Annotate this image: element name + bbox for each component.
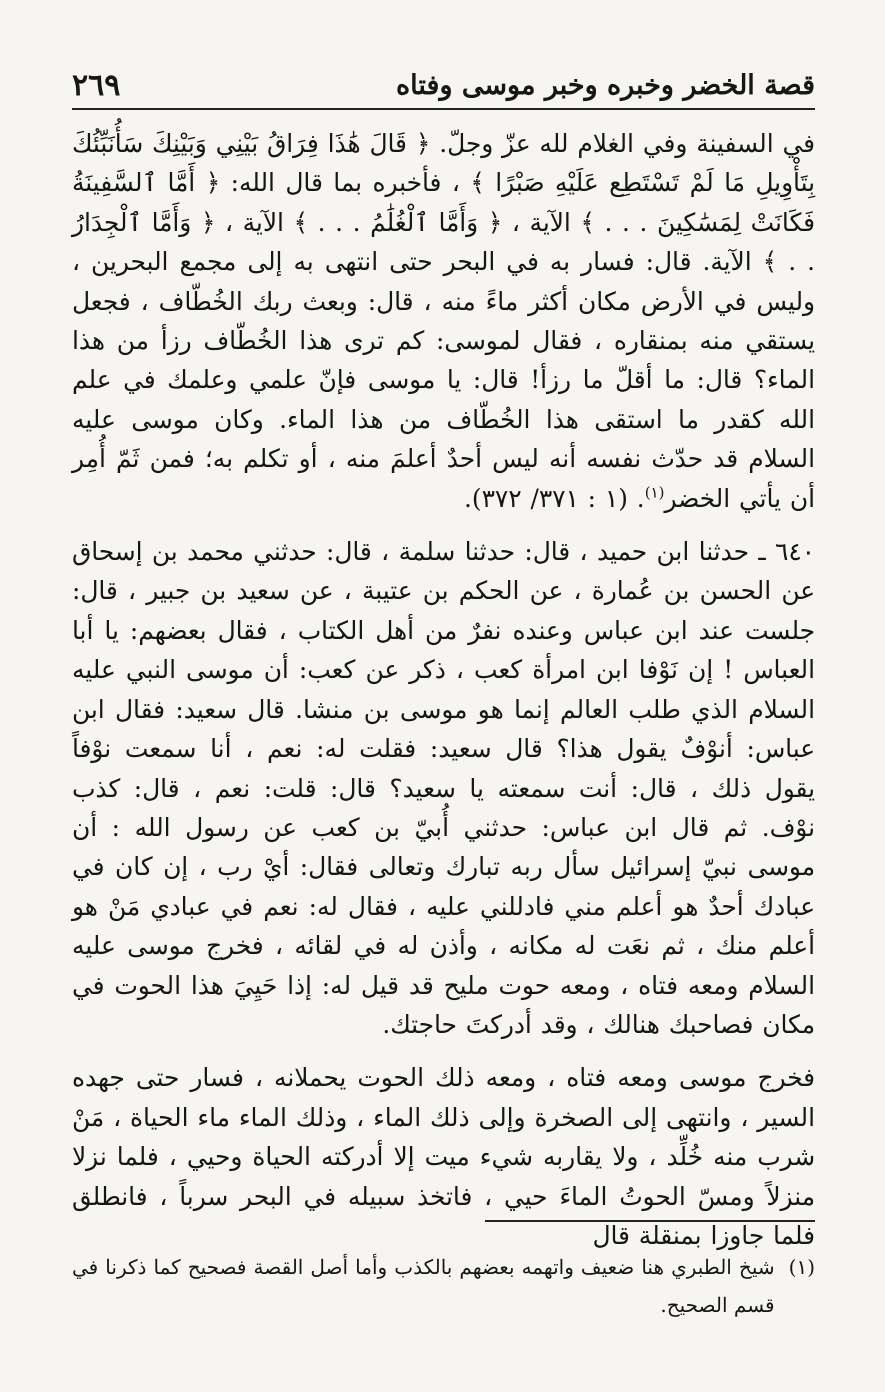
footnote-mark: (١) bbox=[788, 1255, 815, 1279]
footnote-divider bbox=[485, 1220, 815, 1222]
paragraph-spacer bbox=[72, 1044, 815, 1058]
paragraph-spacer bbox=[72, 518, 815, 532]
footnote-reference[interactable]: (١) bbox=[644, 483, 665, 502]
footnote-text: شيخ الطبري هنا ضعيف واتهمه بعضهم بالكذب وأما أصل القصة فصحيح كما ذكرنا في قسم الصحيح. bbox=[72, 1255, 775, 1317]
footnote bbox=[72, 1248, 815, 1324]
running-title: قصة الخضر وخبره وخبر موسى وفتاه bbox=[396, 70, 815, 101]
paragraph-1 bbox=[72, 124, 815, 518]
paragraph-1-text: في السفينة وفي الغلام لله عزّ وجلّ. ﴿ قَالَ هَٰذَا فِرَاقُ بَيْنِي وَبَيْنِكَ سَأُنَبِّئُكَ بِتَأْوِيلِ مَا لَمْ تَسْتَطِع عَلَيْهِ صَبْرًا ﴾ ، فأخبره بما قال الله: ﴿ أَمَّا ٱلسَّفِينَةُ فَكَانَتْ لِمَسَٰكِينَ . . . ﴾ الآية ، ﴿ وَأَمَّا ٱلْغُلَٰمُ . . . ﴾ الآية ، ﴿ وَأَمَّا ٱلْجِدَارُ . . ﴾ الآية. قال: فسار به في البحر حتى انتهى به إلى مجمع البحرين ، وليس في الأرض مكان أكثر ماءً منه ، قال: وبعث ربك الخُطّاف ، فجعل يستقي منه بمنقاره ، فقال لموسى: كم ترى هذا الخُطّاف رزأ من هذا الماء؟ قال: ما أقلّ ما رزأ! قال: يا موسى فإنّ علمي وعلمك في علم الله كقدر ما استقى هذا الخُطّاف من هذا الماء. وكان موسى عليه السلام قد حدّث نفسه أنه ليس أحدٌ أعلمَ منه ، أو تكلم به؛ فمن ثَمّ أُمِر أن يأتي الخضر bbox=[72, 129, 815, 513]
paragraph-2-hadith-640: ٦٤٠ ـ حدثنا ابن حميد ، قال: حدثنا سلمة ، قال: حدثني محمد بن إسحاق عن الحسن بن عُمارة ، عن الحكم بن عتيبة ، عن سعيد بن جبير ، قال: جلست عند ابن عباس وعنده نفرٌ من أهل الكتاب ، فقال بعضهم: يا أبا العباس ! إن نَوْفا ابن امرأة كعب ، ذكر عن كعب: أن موسى النبي عليه السلام الذي طلب العالم إنما هو موسى بن منشا. قال سعيد: فقال ابن عباس: أنوْفٌ يقول هذا؟ قال سعيد: فقلت له: نعم ، أنا سمعت نوْفاً يقول ذلك ، قال: أنت سمعته يا سعيد؟ قال: قلت: نعم ، قال: كذب نوْف. ثم قال ابن عباس: حدثني أُبيّ بن كعب عن رسول الله : أن موسى نبيّ إسرائيل سأل ربه تبارك وتعالى فقال: أيْ رب ، إن كان في عبادك أحدٌ هو أعلم مني فادللني عليه ، فقال له: نعم في عبادي مَنْ هو أعلم منك ، ثم نعَت له مكانه ، وأذن له في لقائه ، فخرج موسى عليه السلام ومعه فتاه ، ومعه حوت مليح قد قيل له: إذا حَيِيَ هذا الحوت في مكان فصاحبك هنالك ، وقد أدركتَ حاجتك. bbox=[72, 537, 815, 1039]
paragraph-1-citation: . (١ : ٣٧١/ ٣٧٢). bbox=[464, 483, 645, 513]
page-number: ٢٦٩ bbox=[72, 68, 121, 103]
paragraph-3: فخرج موسى ومعه فتاه ، ومعه ذلك الحوت يحملانه ، فسار حتى جهده السير ، وانتهى إلى الصخرة وإلى ذلك الماء ، وذلك الماء ماء الحياة ، مَنْ شرب منه خُلِّد ، ولا يقاربه شيء ميت إلا أدركته الحياة وحيي ، فلما نزلا منزلاً ومسّ الحوتُ الماءَ حيي ، فاتخذ سبيله في البحر سرباً ، فانطلق فلما جاوزا بمنقلة قال bbox=[72, 1063, 815, 1250]
main-text bbox=[72, 124, 815, 1255]
page-header bbox=[72, 60, 815, 110]
